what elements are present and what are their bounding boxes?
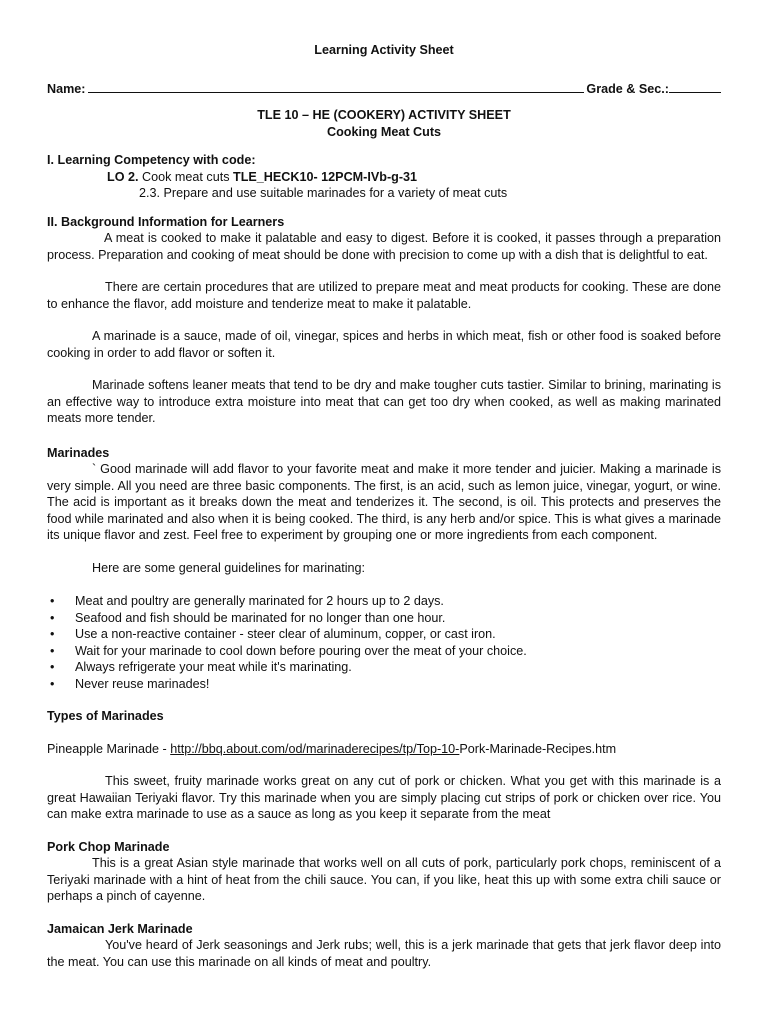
background-paragraph-1: A meat is cooked to make it palatable and easy to digest. Before it is cooked, it passes through a preparation process. Preparation and cooking of meat should be done with precision to come up with a dish that is delightful to eat. [47,231,721,262]
lo-code: TLE_HECK10- 12PCM-IVb-g-31 [233,169,418,184]
list-item: • Meat and poultry are generally marinated for 2 hours up to 2 days. [47,593,721,610]
document-title: TLE 10 – HE (COOKERY) ACTIVITY SHEET [257,108,511,122]
background-paragraph-2: There are certain procedures that are utilized to prepare meat and meat products for cooking. These are done to enhance the flavor, add moisture and tenderize meat to make it palatable. [47,280,721,311]
list-item: • Wait for your marinade to cool down before pouring over the meat of your choice. [47,643,721,660]
pork-chop-paragraph: This is a great Asian style marinade that works well on all cuts of pork, particularly pork chops, reminiscent of a Teriyaki marinade with a hint of heat from the chili sauce. You can, if you like, heat this up with some extra chili sauce or perhaps a pinch of cayenne. [47,856,721,903]
pineapple-link-rest: Pork-Marinade-Recipes.htm [459,741,617,756]
sheet-title: Learning Activity Sheet [314,43,454,57]
guidelines-list [47,593,721,692]
background-paragraph-4: Marinade softens leaner meats that tend to be dry and make tougher cuts tastier. Similar to brining, marinating is an effective way to introduce extra moisture into meat that can get too dry when cooked, as well as making marinated meats more tender. [47,378,721,425]
guidelines-intro: Here are some general guidelines for marinating: [92,560,366,575]
grade-blank[interactable] [669,81,721,94]
grade-label: Grade & Sec.: [586,81,669,96]
lo-label: LO 2. [107,169,139,184]
competency-heading: I. Learning Competency with code: [47,153,256,167]
types-heading: Types of Marinades [47,709,164,723]
list-item: • Never reuse marinades! [47,676,721,693]
learning-outcome [107,169,721,186]
list-item: • Always refrigerate your meat while it's marinating. [47,659,721,676]
jerk-heading: Jamaican Jerk Marinade [47,921,193,936]
background-heading: II. Background Information for Learners [47,214,285,229]
lo-text: Cook meat cuts [142,169,230,184]
marinades-heading: Marinades [47,445,110,460]
jerk-paragraph: You've heard of Jerk seasonings and Jerk rubs; well, this is a jerk marinade that gets that jerk flavor deep into the meat. You can use this marinade on all kinds of meat and poultry. [47,938,721,969]
name-label: Name: [47,81,86,96]
background-paragraph-3: A marinade is a sauce, made of oil, vinegar, spices and herbs in which meat, fish or other food is soaked before cooking in order to add flavor or soften it. [47,329,721,360]
name-grade-row [47,81,721,98]
pork-chop-heading: Pork Chop Marinade [47,839,170,854]
pineapple-paragraph: This sweet, fruity marinade works great on any cut of pork or chicken. What you get with this marinade is a great Hawaiian Teriyaki flavor. Try this marinade when you are simply placing cut strips of pork or chicken over rice. You can make extra marinade to use as a sauce as long as you keep it separate from the meat [47,774,721,821]
name-blank[interactable] [88,81,585,94]
list-item: • Seafood and fish should be marinated for no longer than one hour. [47,610,721,627]
pineapple-line [47,741,721,758]
document-subtitle: Cooking Meat Cuts [326,124,442,139]
pineapple-link[interactable]: http://bbq.about.com/od/marinaderecipes/tp/Top-10- [170,741,460,756]
list-item: • Use a non-reactive container - steer clear of aluminum, copper, or cast iron. [47,626,721,643]
pineapple-label: Pineapple Marinade - [47,741,171,756]
competency-sub-item: 2.3. Prepare and use suitable marinades for a variety of meat cuts [139,186,508,200]
marinades-paragraph: ` Good marinade will add flavor to your favorite meat and make it more tender and juicier. Making a marinade is very simple. All you need are three basic components. The first, is an acid, such as lemon juice, vinegar, yogurt, or wine. The acid is important as it breaks down the meat and tenderizes it. The second, is oil. This protects and preserves the food while marinated and also when it is being cooked. The third, is any herb and/or spice. This is what gives a marinade its unique flavor and zest. Feel free to experiment by grouping one or more ingredients from each component. [47,462,721,542]
